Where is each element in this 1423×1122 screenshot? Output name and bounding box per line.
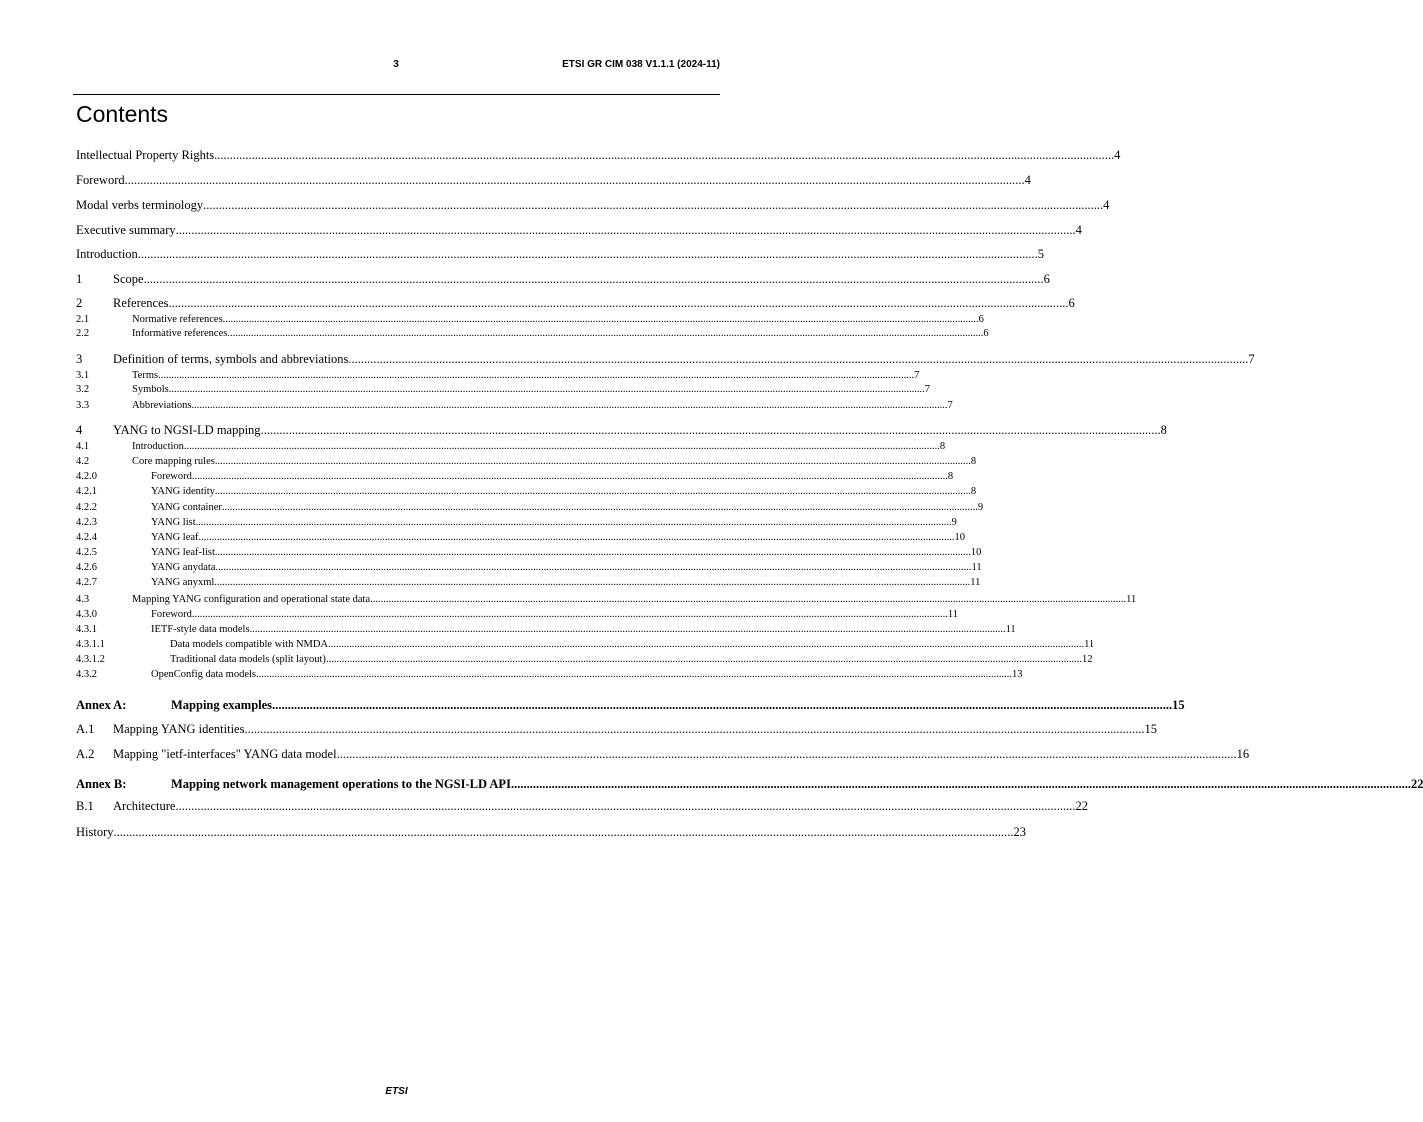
toc-entry-title: OpenConfig data models	[151, 668, 256, 680]
dot-leader: ................................................................................................................................................................................................................................................................................................	[158, 369, 915, 381]
toc-entry-page: 13	[1011, 668, 1023, 680]
dot-leader: ................................................................................................................................................................................................................................................................................................	[222, 313, 979, 325]
toc-entry-title: Mapping YANG configuration and operational state data	[132, 593, 371, 605]
toc-entry-number: A.2	[76, 746, 95, 761]
dot-leader: ................................................................................................................................................................................................................................................................................................	[272, 697, 1173, 712]
toc-entry-number: 3	[76, 351, 83, 366]
toc-entry-page: 6	[978, 313, 984, 325]
toc-entry[interactable]	[76, 512, 957, 528]
toc-entry-page: 11	[1005, 623, 1016, 635]
toc-entry-number: 4.1	[76, 440, 90, 452]
toc-entry[interactable]	[76, 822, 1026, 839]
toc-entry[interactable]	[76, 695, 1185, 712]
dot-leader: ................................................................................................................................................................................................................................................................................................	[191, 608, 948, 620]
dot-leader: ................................................................................................................................................................................................................................................................................................	[168, 295, 1069, 310]
toc-entry[interactable]	[76, 379, 931, 395]
toc-entry-number: B.1	[76, 798, 94, 813]
dot-leader: ................................................................................................................................................................................................................................................................................................	[348, 351, 1249, 366]
toc-entry-page: 8	[1160, 422, 1167, 437]
toc-entry-number: Annex B:	[76, 776, 127, 791]
dot-leader: ................................................................................................................................................................................................................................................................................................	[328, 638, 1085, 650]
toc-entry[interactable]	[76, 420, 1167, 437]
toc-entry-title: Mapping network management operations to the NGSI-LD API	[171, 776, 511, 791]
toc-entry[interactable]	[76, 244, 1045, 261]
dot-leader: ................................................................................................................................................................................................................................................................................................	[183, 440, 940, 452]
toc-entry-page: 16	[1236, 746, 1250, 761]
toc-entry-number: 4.2.6	[76, 561, 97, 573]
dot-leader: ................................................................................................................................................................................................................................................................................................	[175, 222, 1076, 237]
toc-entry-number: 4.3.0	[76, 608, 97, 620]
toc-entry-page: 11	[1084, 638, 1095, 650]
toc-entry[interactable]	[76, 170, 1031, 187]
dot-leader: ................................................................................................................................................................................................................................................................................................	[336, 746, 1237, 761]
toc-entry-title: Scope	[113, 271, 144, 286]
toc-entry[interactable]	[76, 349, 1255, 366]
toc-entry-number: 4.2	[76, 455, 90, 467]
toc-entry-page: 7	[1248, 351, 1255, 366]
toc-entry[interactable]	[76, 572, 981, 588]
dot-leader: ................................................................................................................................................................................................................................................................................................	[227, 327, 984, 339]
toc-entry-title: Data models compatible with NMDA	[170, 638, 329, 650]
dot-leader: ................................................................................................................................................................................................................................................................................................	[143, 271, 1044, 286]
toc-entry-title: Intellectual Property Rights	[76, 147, 215, 162]
dot-leader: ................................................................................................................................................................................................................................................................................................	[260, 422, 1161, 437]
toc-entry-page: 6	[1043, 271, 1050, 286]
toc-entry-page: 10	[954, 531, 966, 543]
toc-entry-page: 6	[1068, 295, 1075, 310]
toc-entry-page: 9	[977, 501, 984, 513]
toc-entry[interactable]	[76, 269, 1050, 286]
toc-entry-number: 4.3.2	[76, 668, 97, 680]
toc-entry-number: Annex A:	[76, 697, 127, 712]
dot-leader: ................................................................................................................................................................................................................................................................................................	[203, 197, 1104, 212]
toc-entry-page: 4	[1024, 172, 1031, 187]
toc-entry-title: Architecture	[113, 798, 176, 813]
toc-entry-title: Introduction	[132, 440, 184, 452]
page-title: Contents	[76, 101, 169, 127]
dot-leader: ................................................................................................................................................................................................................................................................................................	[510, 776, 1411, 791]
toc-entry-page: 4	[1075, 222, 1082, 237]
toc-entry-title: Normative references	[132, 313, 223, 325]
dot-leader: ................................................................................................................................................................................................................................................................................................	[325, 653, 1082, 665]
toc-entry-page: 8	[970, 455, 977, 467]
toc-entry-number: 2	[76, 295, 83, 310]
toc-entry[interactable]	[76, 293, 1075, 310]
toc-entry[interactable]	[76, 497, 984, 513]
toc-entry-page: 22	[1075, 798, 1088, 813]
page-number: 3	[393, 59, 399, 70]
toc-entry-number: 3.3	[76, 399, 90, 411]
dot-leader: ................................................................................................................................................................................................................................................................................................	[113, 824, 1014, 839]
dot-leader: ................................................................................................................................................................................................................................................................................................	[137, 246, 1038, 261]
dot-leader: ................................................................................................................................................................................................................................................................................................	[175, 798, 1076, 813]
toc-entry-title: Definition of terms, symbols and abbreviations	[113, 351, 349, 366]
toc-entry-page: 10	[970, 546, 982, 558]
toc-entry[interactable]	[76, 451, 977, 467]
dot-leader: ................................................................................................................................................................................................................................................................................................	[198, 531, 955, 543]
toc-entry-title: Foreword	[151, 470, 192, 482]
toc-entry-title: IETF-style data models	[151, 623, 250, 635]
toc-entry-title: YANG anyxml	[151, 576, 215, 588]
toc-entry-page: 22	[1410, 776, 1423, 791]
toc-entry-page: 4	[1103, 197, 1110, 212]
dot-leader: ................................................................................................................................................................................................................................................................................................	[221, 501, 978, 513]
toc-entry-title: Symbols	[132, 383, 169, 395]
dot-leader: ................................................................................................................................................................................................................................................................................................	[214, 576, 971, 588]
toc-entry-title: YANG anydata	[151, 561, 216, 573]
toc-entry-title: History	[76, 824, 114, 839]
toc-entry-page: 15	[1144, 721, 1157, 736]
toc-entry-number: 3.1	[76, 369, 90, 381]
toc-entry-title: Modal verbs terminology	[76, 197, 204, 212]
toc-entry[interactable]	[76, 619, 1016, 635]
toc-entry-number: 4	[76, 422, 83, 437]
toc-entry-page: 8	[947, 470, 954, 482]
toc-entry[interactable]	[76, 323, 989, 339]
toc-entry[interactable]	[76, 466, 954, 482]
toc-entry-page: 8	[970, 485, 977, 497]
toc-entry[interactable]	[76, 774, 1423, 791]
dot-leader: ................................................................................................................................................................................................................................................................................................	[191, 399, 948, 411]
toc-entry[interactable]	[76, 604, 958, 620]
toc-entry-number: 4.3.1.2	[76, 653, 105, 665]
toc-entry[interactable]	[76, 145, 1121, 162]
toc-entry-page: 12	[1081, 653, 1093, 665]
toc-entry[interactable]	[76, 542, 982, 558]
document-id: ETSI GR CIM 038 V1.1.1 (2024-11)	[562, 59, 720, 70]
toc-entry-page: 6	[983, 327, 989, 339]
dot-leader: ................................................................................................................................................................................................................................................................................................	[191, 470, 948, 482]
toc-entry[interactable]	[76, 664, 1023, 680]
toc-entry[interactable]	[76, 557, 982, 573]
dot-leader: ................................................................................................................................................................................................................................................................................................	[124, 172, 1025, 187]
toc-entry-page: 23	[1013, 824, 1026, 839]
toc-entry[interactable]	[76, 649, 1093, 665]
toc-entry-number: 4.3.1	[76, 623, 97, 635]
toc-entry-number: 4.3.1.1	[76, 638, 105, 650]
dot-leader: ................................................................................................................................................................................................................................................................................................	[249, 623, 1006, 635]
toc-entry-number: 4.3	[76, 593, 90, 605]
toc-entry[interactable]	[76, 796, 1088, 813]
toc-entry-number: 4.2.3	[76, 516, 97, 528]
toc-entry-number: A.1	[76, 721, 95, 736]
toc-entry-page: 5	[1037, 246, 1045, 261]
dot-leader: ................................................................................................................................................................................................................................................................................................	[244, 721, 1145, 736]
toc-entry-title: YANG container	[151, 501, 222, 513]
toc-entry-title: Foreword	[151, 608, 192, 620]
dot-leader: ................................................................................................................................................................................................................................................................................................	[195, 516, 952, 528]
toc-entry-number: 1	[76, 271, 83, 286]
toc-entry-title: Traditional data models (split layout)	[170, 653, 326, 665]
toc-entry-title: YANG identity	[151, 485, 215, 497]
toc-entry-number: 4.2.2	[76, 501, 97, 513]
toc-entry-page: 4	[1114, 147, 1121, 162]
toc-entry-number: 4.2.5	[76, 546, 97, 558]
toc-entry[interactable]	[76, 589, 1137, 605]
toc-entry[interactable]	[76, 220, 1082, 237]
toc-entry-title: References	[113, 295, 169, 310]
toc-entry-title: Introduction	[76, 246, 138, 261]
toc-entry-number: 4.2.1	[76, 485, 97, 497]
toc-entry-title: YANG leaf	[151, 531, 199, 543]
toc-entry-number: 3.2	[76, 383, 90, 395]
dot-leader: ................................................................................................................................................................................................................................................................................................	[214, 455, 971, 467]
dot-leader: ................................................................................................................................................................................................................................................................................................	[214, 147, 1115, 162]
footer-etsi: ETSI	[385, 1086, 408, 1097]
toc-entry-title: Core mapping rules	[132, 455, 215, 467]
toc-entry[interactable]	[76, 436, 946, 452]
toc-entry[interactable]	[76, 195, 1110, 212]
toc-entry-number: 2.1	[76, 313, 90, 325]
toc-entry-title: Informative references	[132, 327, 228, 339]
toc-entry-page: 7	[924, 383, 931, 395]
dot-leader: ................................................................................................................................................................................................................................................................................................	[255, 668, 1012, 680]
toc-entry-title: Mapping YANG identities	[113, 721, 245, 736]
toc-entry[interactable]	[76, 395, 953, 411]
toc-entry-title: Foreword	[76, 172, 125, 187]
toc-entry-title: Mapping "ietf-interfaces" YANG data model	[113, 746, 337, 761]
toc-entry-title: Mapping examples	[171, 697, 273, 712]
toc-entry[interactable]	[76, 634, 1095, 650]
dot-leader: ................................................................................................................................................................................................................................................................................................	[370, 593, 1127, 605]
toc-entry-title: Terms	[132, 369, 159, 381]
dot-leader: ................................................................................................................................................................................................................................................................................................	[168, 383, 925, 395]
toc-entry-title: Executive summary	[76, 222, 176, 237]
toc-entry-number: 4.2.0	[76, 470, 97, 482]
toc-entry-title: YANG to NGSI-LD mapping	[113, 422, 261, 437]
toc-entry[interactable]	[76, 527, 966, 543]
toc-entry-page: 15	[1172, 697, 1185, 712]
toc-entry-page: 11	[947, 608, 958, 620]
toc-entry-title: YANG leaf-list	[151, 546, 215, 558]
toc-entry-number: 4.2.4	[76, 531, 97, 543]
toc-entry-page: 8	[939, 440, 946, 452]
toc-entry[interactable]	[76, 719, 1157, 736]
toc-entry-page: 11	[970, 576, 981, 588]
toc-entry-page: 7	[914, 369, 920, 381]
toc-entry-title: YANG list	[151, 516, 196, 528]
dot-leader: ................................................................................................................................................................................................................................................................................................	[214, 485, 971, 497]
toc-entry-page: 11	[971, 561, 982, 573]
toc-entry[interactable]	[76, 481, 977, 497]
dot-leader: ................................................................................................................................................................................................................................................................................................	[215, 561, 972, 573]
toc-entry-page: 11	[1126, 593, 1137, 605]
toc-entry-page: 9	[951, 516, 957, 528]
toc-entry-title: Abbreviations	[132, 399, 192, 411]
toc-entry-page: 7	[947, 399, 953, 411]
dot-leader: ................................................................................................................................................................................................................................................................................................	[214, 546, 971, 558]
toc-entry[interactable]	[76, 744, 1250, 761]
toc-entry-number: 2.2	[76, 327, 90, 339]
toc-entry-number: 4.2.7	[76, 576, 97, 588]
